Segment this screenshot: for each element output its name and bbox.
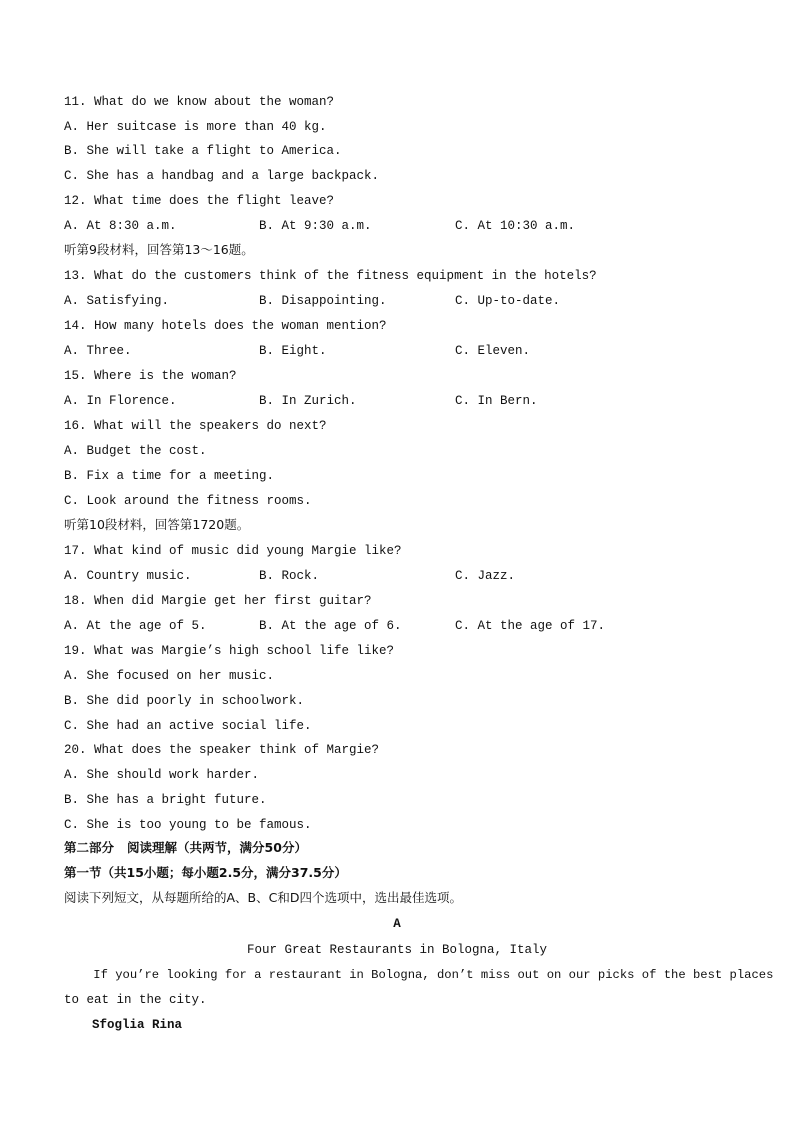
passage-letter: A [393,917,401,931]
option-16a: A. Budget the cost. [64,444,207,458]
question-14: 14. How many hotels does the woman mention? [64,319,387,333]
option-11b: B. She will take a flight to America. [64,144,342,158]
question-16: 16. What will the speakers do next? [64,419,327,433]
option-17a: A. Country music. [64,569,192,583]
option-14a: A. Three. [64,344,132,358]
section-note-9: 听第9段材料，回答第13～16题。 [64,242,254,257]
option-15b: B. In Zurich. [259,394,357,408]
question-17: 17. What kind of music did young Margie like? [64,544,402,558]
question-13: 13. What do the customers think of the fitness equipment in the hotels? [64,269,597,283]
question-12: 12. What time does the flight leave? [64,194,335,208]
option-15c: C. In Bern. [455,394,538,408]
option-19c: C. She had an active social life. [64,719,312,733]
question-15: 15. Where is the woman? [64,369,237,383]
question-18: 18. When did Margie get her first guitar? [64,594,372,608]
option-13c: C. Up-to-date. [455,294,561,308]
restaurant-heading: Sfoglia Rina [92,1018,183,1032]
option-16c: C. Look around the fitness rooms. [64,494,312,508]
passage-paragraph-line2: to eat in the city. [64,993,207,1007]
option-19a: A. She focused on her music. [64,669,275,683]
question-19: 19. What was Margie’s high school life like? [64,644,395,658]
option-20c: C. She is too young to be famous. [64,818,312,832]
option-13a: A. Satisfying. [64,294,170,308]
option-13b: B. Disappointing. [259,294,387,308]
option-14c: C. Eleven. [455,344,531,358]
part2-title: 第二部分 阅读理解（共两节，满分50分） [64,840,307,855]
option-18a: A. At the age of 5. [64,619,207,633]
option-12b: B. At 9:30 a.m. [259,219,372,233]
option-12c: C. At 10:30 a.m. [455,219,576,233]
option-11a: A. Her suitcase is more than 40 kg. [64,120,327,134]
instruction: 阅读下列短文，从每题所给的A、B、C和D四个选项中，选出最佳选项。 [64,890,462,905]
option-18c: C. At the age of 17. [455,619,606,633]
option-19b: B. She did poorly in schoolwork. [64,694,305,708]
question-20: 20. What does the speaker think of Margie? [64,743,380,757]
section-note-10: 听第10段材料，回答第1720题。 [64,517,250,532]
option-12a: A. At 8:30 a.m. [64,219,177,233]
option-20b: B. She has a bright future. [64,793,267,807]
option-14b: B. Eight. [259,344,327,358]
option-16b: B. Fix a time for a meeting. [64,469,275,483]
section1-title: 第一节（共15小题；每小题2.5分，满分37.5分） [64,865,347,880]
option-20a: A. She should work harder. [64,768,260,782]
option-15a: A. In Florence. [64,394,177,408]
option-17c: C. Jazz. [455,569,516,583]
passage-title: Four Great Restaurants in Bologna, Italy [246,943,548,957]
option-11c: C. She has a handbag and a large backpack. [64,169,380,183]
passage-paragraph-line1: If you’re looking for a restaurant in Bologna, don’t miss out on our picks of the best places [64,968,774,982]
option-18b: B. At the age of 6. [259,619,402,633]
option-17b: B. Rock. [259,569,320,583]
question-11: 11. What do we know about the woman? [64,95,335,109]
